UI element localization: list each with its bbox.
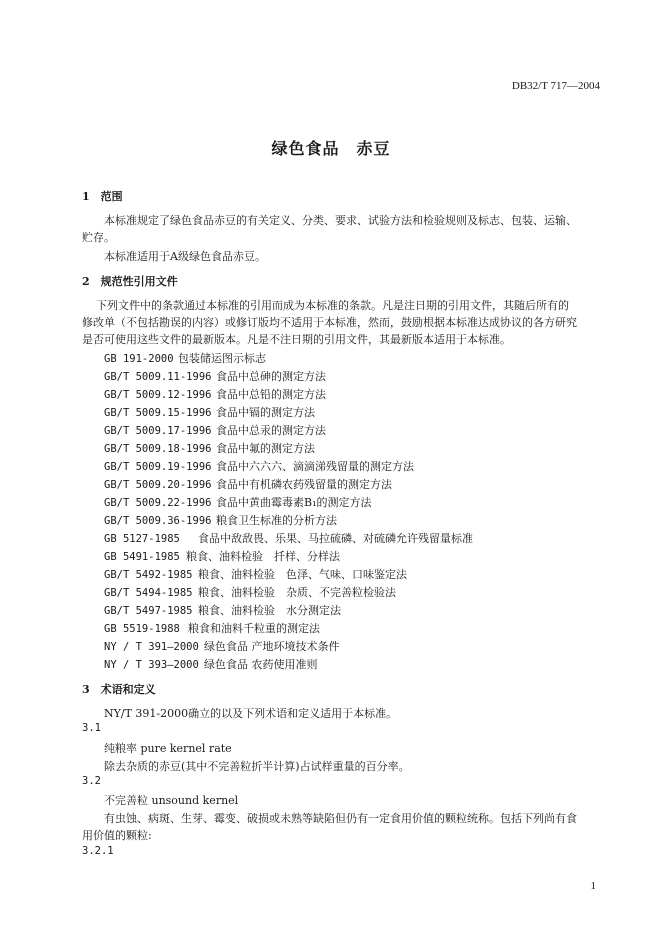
section-2-heading: 2 规范性引用文件 [82,275,178,288]
term-3-2-name: 不完善粒 unsound kernel [104,794,239,807]
reference-code: GB/T 5494-1985 [104,587,193,599]
term-3-2-1-number: 3.2.1 [82,845,114,857]
reference-title: 食品中有机磷农药残留量的测定方法 [216,478,392,491]
page-number: 1 [590,880,596,892]
reference-code: GB 5491-1985 [104,551,180,563]
reference-title: 食品中总汞的测定方法 [216,424,326,437]
reference-item [104,638,340,654]
reference-title: 食品中总铅的测定方法 [216,388,326,401]
reference-item [104,584,396,600]
reference-title: 粮食、油料检验 水分测定法 [198,604,341,617]
reference-item [104,368,326,384]
section-1-para1-line2: 贮存。 [82,231,115,244]
reference-item [104,548,340,564]
reference-title: 食品中六六六、滴滴涕残留量的测定方法 [216,460,414,473]
reference-title: 食品中总砷的测定方法 [216,370,326,383]
reference-code: GB 5127-1985 [104,533,180,545]
term-3-1-name: 纯粮率 pure kernel rate [104,742,232,755]
document-title: 绿色食品 赤豆 [271,139,391,158]
reference-title: 粮食、油料检验 扦样、分样法 [186,550,340,563]
reference-title: 绿色食品 农药使用准则 [204,658,318,671]
reference-item [104,476,392,492]
reference-item [104,602,341,618]
reference-title: 粮食和油料千粒重的测定法 [188,622,320,635]
reference-code: GB/T 5009.12-1996 [104,389,212,401]
reference-code: GB 191-2000 [104,353,174,365]
reference-title: 粮食、油料检验 杂质、不完善粒检验法 [198,586,396,599]
reference-code: GB/T 5009.22-1996 [104,497,212,509]
section-1-para1-line1: 本标准规定了绿色食品赤豆的有关定义、分类、要求、试验方法和检验规则及标志、包装、运输、 [104,214,577,227]
reference-item [104,458,414,474]
section-3-heading: 3 术语和定义 [82,683,156,696]
reference-item [104,350,266,366]
section-2-intro-line1: 下列文件中的条款通过本标准的引用而成为本标准的条款。凡是注日期的引用文件，其随后所有的 [96,299,569,312]
section-1-para2: 本标准适用于A级绿色食品赤豆。 [104,250,266,263]
reference-code: GB 5519-1988 [104,623,180,635]
reference-title: 包装储运图示标志 [178,352,266,365]
reference-title: 食品中氟的测定方法 [216,442,315,455]
reference-code: GB/T 5492-1985 [104,569,193,581]
reference-code: GB/T 5009.19-1996 [104,461,212,473]
reference-item [104,656,318,672]
reference-item [104,494,372,510]
document-code: DB32/T 717—2004 [511,80,600,92]
reference-title: 食品中黄曲霉毒素B₁的测定方法 [216,496,372,509]
reference-item [104,620,320,636]
section-2-intro-line3: 是否可使用这些文件的最新版本。凡是不注日期的引用文件，其最新版本适用于本标准。 [82,333,511,346]
reference-title: 绿色食品 产地环境技术条件 [204,640,340,653]
reference-item [104,422,326,438]
reference-code: GB/T 5497-1985 [104,605,193,617]
reference-item [104,512,337,528]
reference-code: GB/T 5009.36-1996 [104,515,212,527]
reference-code: GB/T 5009.20-1996 [104,479,212,491]
reference-code: GB/T 5009.17-1996 [104,425,212,437]
reference-code: NY / T 393—2000 [104,659,199,671]
reference-title: 食品中镉的测定方法 [216,406,315,419]
section-2-intro-line2: 修改单（不包括勘误的内容）或修订版均不适用于本标准，然而，鼓励根据本标准达成协议的各方研究 [82,316,577,329]
reference-code: NY / T 391—2000 [104,641,199,653]
reference-title: 食品中敌敌畏、乐果、马拉硫磷、对硫磷允许残留量标准 [198,532,473,545]
reference-title: 粮食卫生标准的分析方法 [216,514,337,527]
reference-item [104,566,407,582]
reference-code: GB/T 5009.18-1996 [104,443,212,455]
term-3-2-definition-line1: 有虫蚀、病斑、生芽、霉变、破损或未熟等缺陷但仍有一定食用价值的颗粒统称。包括下列尚有食 [104,812,577,825]
reference-code: GB/T 5009.11-1996 [104,371,212,383]
reference-title: 粮食、油料检验 色泽、气味、口味鉴定法 [198,568,407,581]
section-1-heading: 1 范围 [82,190,123,203]
reference-item [104,530,473,546]
term-3-2-number: 3.2 [82,775,101,787]
reference-item [104,386,326,402]
reference-item [104,404,315,420]
term-3-1-number: 3.1 [82,722,101,734]
reference-item [104,440,315,456]
term-3-1-definition: 除去杂质的赤豆(其中不完善粒折半计算)占试样重量的百分率。 [104,760,410,773]
term-3-2-definition-line2: 用价值的颗粒: [82,829,152,842]
section-3-intro: NY/T 391-2000确立的以及下列术语和定义适用于本标准。 [104,707,398,720]
reference-code: GB/T 5009.15-1996 [104,407,212,419]
